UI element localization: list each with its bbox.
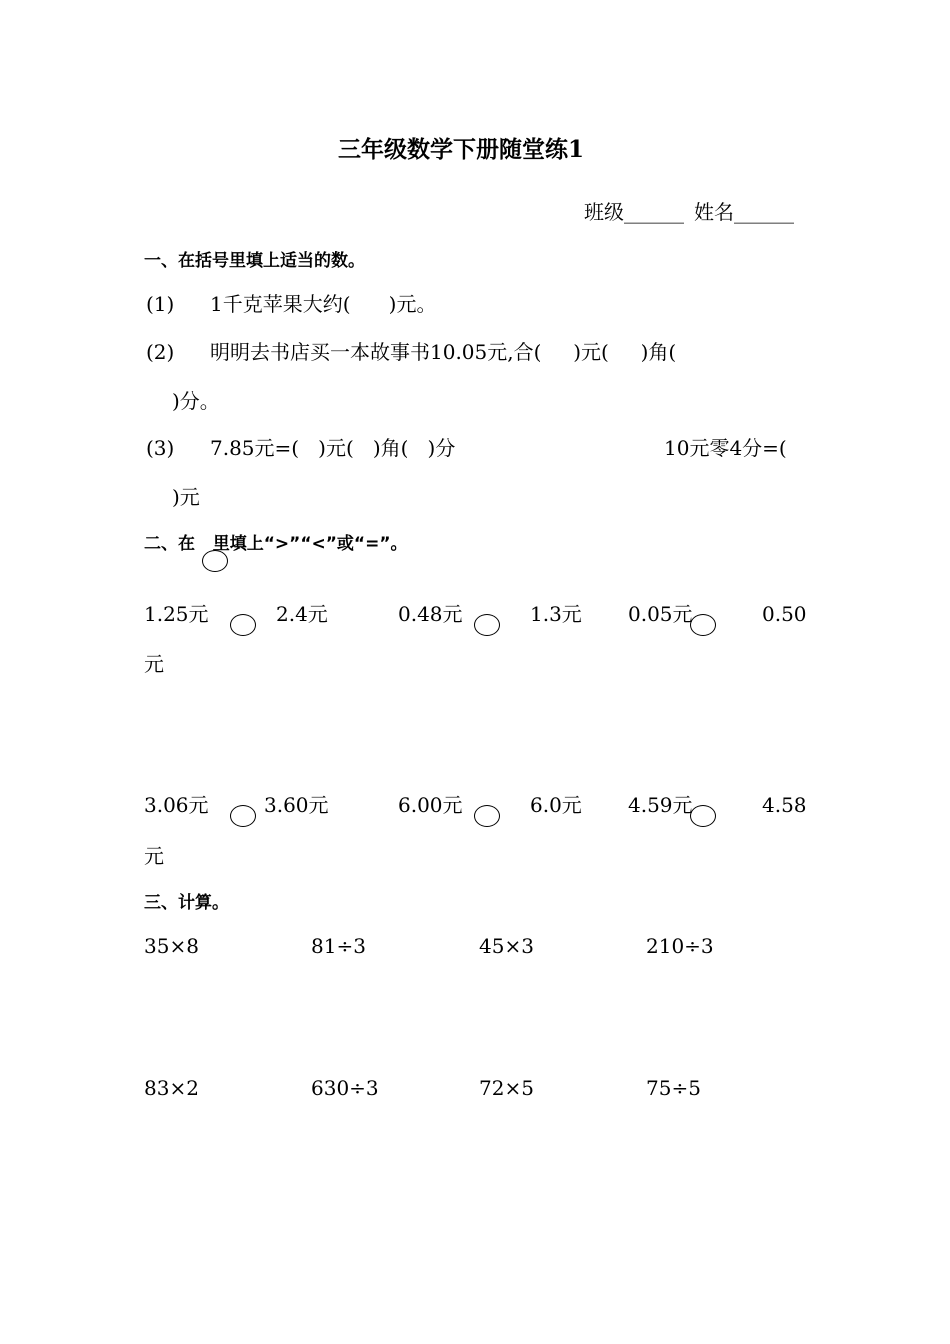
q3-number: (3) [146, 436, 175, 460]
calc-item: 45×3 [479, 934, 534, 958]
compare-value: 1.25元 [144, 602, 209, 626]
page-title: 三年级数学下册随堂练1 [338, 136, 585, 163]
section3-heading: 三、计算。 [144, 893, 229, 913]
calc-item: 210÷3 [646, 934, 714, 958]
compare-unit-wrap: 元 [144, 844, 164, 868]
compare-circle[interactable] [690, 805, 716, 827]
calc-item: 83×2 [144, 1076, 199, 1100]
compare-circle[interactable] [230, 805, 256, 827]
calc-item: 35×8 [144, 934, 199, 958]
compare-unit-wrap: 元 [144, 652, 164, 676]
compare-value: 3.06元 [144, 793, 209, 817]
calc-item: 72×5 [479, 1076, 534, 1100]
compare-value: 4.59元 [628, 793, 693, 817]
compare-circle[interactable] [690, 614, 716, 636]
name-label: 姓名______ [694, 200, 794, 224]
calc-item: 630÷3 [311, 1076, 379, 1100]
compare-circle[interactable] [230, 614, 256, 636]
compare-value: 0.48元 [398, 602, 463, 626]
calc-item: 81÷3 [311, 934, 366, 958]
q3-continuation: )元 [172, 485, 200, 509]
compare-value: 3.60元 [264, 793, 329, 817]
compare-value: 2.4元 [276, 602, 328, 626]
calc-item: 75÷5 [646, 1076, 701, 1100]
compare-value: 0.50 [762, 602, 807, 626]
compare-value: 6.0元 [530, 793, 582, 817]
heading-circle-icon [202, 550, 228, 572]
class-label: 班级______ [584, 200, 684, 224]
section1-heading: 一、在括号里填上适当的数。 [144, 251, 365, 271]
compare-circle[interactable] [474, 614, 500, 636]
q2-text: 明明去书店买一本故事书10.05元,合( )元( )角( [210, 340, 677, 364]
q3-text-second: 10元零4分=( [664, 436, 787, 460]
q1-number: (1) [146, 292, 175, 316]
q3-text: 7.85元=( )元( )角( )分 [210, 436, 456, 460]
compare-circle[interactable] [474, 805, 500, 827]
q1-text: 1千克苹果大约( )元。 [210, 292, 437, 316]
compare-value: 6.00元 [398, 793, 463, 817]
compare-value: 1.3元 [530, 602, 582, 626]
compare-value: 4.58 [762, 793, 807, 817]
q2-number: (2) [146, 340, 175, 364]
section2-heading: 二、在 里填上“>”“<”或“=”。 [144, 534, 408, 554]
q2-continuation: )分。 [172, 389, 220, 413]
compare-value: 0.05元 [628, 602, 693, 626]
